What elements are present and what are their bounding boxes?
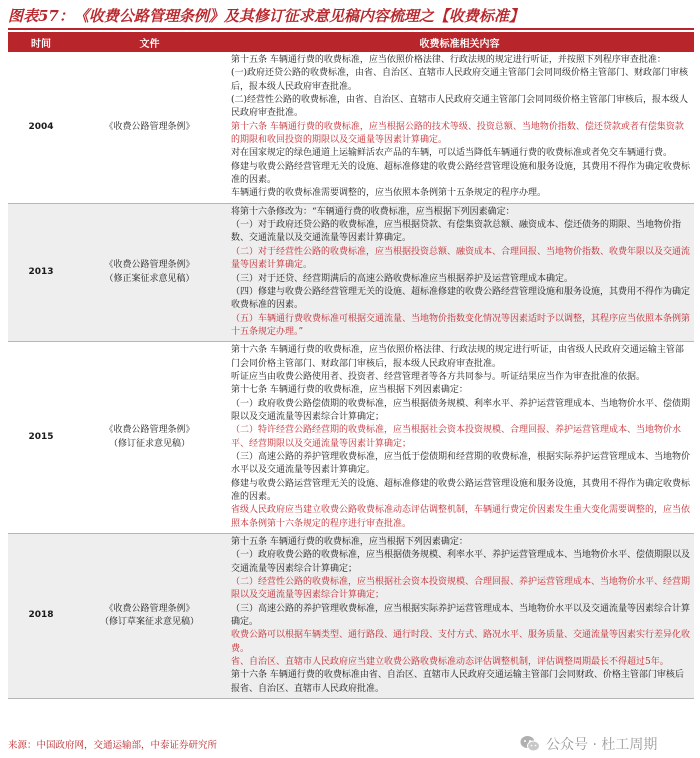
content-paragraph-highlighted: （二）特许经营公路经营期的收费标准，应当根据社会资本投资规模、合理回报、养护运营管理成本、当地物价水平、经营期限以及交通流量等因素计算确定； [231, 425, 682, 449]
watermark [520, 733, 696, 755]
cell-content [225, 534, 694, 699]
table-row [8, 203, 694, 341]
document-name-line: 《收费公路管理条例》 [104, 260, 195, 271]
content-paragraph: 第十七条 车辆通行费的收费标准，应当根据下列因素确定： [231, 385, 468, 396]
table-body [8, 52, 694, 699]
content-paragraph-highlighted: 收费公路可以根据车辆类型、通行路段、通行时段、支付方式、路况水平、服务质量、交通流量等因素实行差异化收费。 [231, 630, 691, 654]
document-name-line: 《收费公路管理条例》 [104, 425, 195, 436]
content-paragraph: 对在国家规定的绿色通道上运输鲜活农产品的车辆，可以适当降低车辆通行费的收费标准或者免交车辆通行费。 [231, 148, 673, 159]
content-paragraph: 修建与收费公路运营管理无关的设施、超标准修建的收费公路运营管理设施和服务设施，其费用不得作为确定收费标准的因素。 [231, 478, 691, 502]
content-paragraph: （三）高速公路的养护管理收费标准，应当根据实际养护运营管理成本、当地物价水平以及交通流量等因素综合计算确定。 [231, 603, 691, 628]
table-row [8, 52, 694, 203]
watermark-text: 公众号 · 杜工周期 [546, 737, 658, 753]
content-paragraph-highlighted: （二）对于经营性公路的收费标准，应当根据投资总额、融资成本、合理回报、当地物价指数、收费年限以及交通流量等因素计算确定。 [231, 246, 691, 271]
content-paragraph: (二)经营性公路的收费标准，由省、自治区、直辖市人民政府交通主管部门会同同级价格主管部门审核后，报本级人民政府审查批准。 [231, 95, 689, 119]
content-paragraph: 第十六条 车辆通行费的收费标准由省、自治区、直辖市人民政府交通运输主管部门会同财政、价格主管部门审核后报省、自治区、直辖市人民政府批准。 [231, 670, 684, 694]
document-name-line: 《收费公路管理条例》 [104, 603, 195, 614]
document-name-line: （修订征求意见稿） [108, 438, 190, 449]
content-paragraph-highlighted: （二）经营性公路的收费标准，应当根据社会资本投资规模、合理回报、养护运营管理成本、当地物价水平、经营期限以及交通流量等因素综合计算确定； [231, 577, 691, 601]
header-content: 收费标准相关内容 [225, 32, 694, 52]
document-name-line: （修订草案征求意见稿） [99, 617, 199, 628]
content-paragraph-highlighted: （五）车辆通行费收费标准可根据交通流量、当地物价指数变化情况等因素适时予以调整，其程序应当依照本条例第十五条规定办理。” [231, 313, 691, 337]
header-document: 文件 [74, 32, 225, 52]
source-note: 来源：中国政府网，交通运输部，中泰证券研究所 [8, 740, 218, 751]
cell-document [74, 342, 225, 534]
content-paragraph: （四）修建与收费公路经营管理无关的设施、超标准修建的收费公路经营管理设施和服务设施，其费用不得作为确定收费标准的因素。 [231, 286, 691, 311]
cell-year: 2018 [8, 534, 74, 699]
cell-document [74, 203, 225, 341]
content-paragraph: 第十五条 车辆通行费的收费标准，应当根据下列因素确定： [231, 537, 468, 548]
table-row [8, 342, 694, 534]
content-paragraph-highlighted: 第十六条 车辆通行费的收费标准，应当根据公路的技术等级、投资总额、当地物价指数、偿还贷款或者有偿集资款的期限和收回投资的期限以及交通量等因素计算确定。 [231, 121, 684, 146]
figure-title [8, 4, 694, 30]
figure-title-main: 《收费公路管理条例》及其修订征求意见稿内容梳理之【收费标准】 [73, 7, 524, 25]
content-paragraph: 将第十六条修改为：“车辆通行费的收费标准，应当根据下列因素确定： [231, 206, 515, 217]
content-paragraph: （一）政府收费公路偿债期的收费标准，应当根据债务规模、利率水平、养护运营管理成本、当地物价水平、偿债期限以及交通流量等因素综合计算确定； [231, 398, 691, 422]
figure-title-prefix: 图表57： [8, 7, 74, 25]
content-paragraph: (一)政府还贷公路的收费标准，由省、自治区、直辖市人民政府交通主管部门会同同级价格主管部门、财政部门审核后，报本级人民政府审查批准。 [231, 68, 689, 92]
content-paragraph: 修建与收费公路经营管理无关的设施、超标准修建的收费公路经营管理设施和服务设施，其费用不得作为确定收费标准的因素。 [231, 161, 691, 186]
cell-year: 2013 [8, 203, 74, 341]
content-paragraph: 听证应当由收费公路使用者、投资者、经营管理者等各方共同参与。听证结果应当作为审查批准的依据。 [231, 371, 646, 382]
content-paragraph: （三）对于还贷、经营期满后的高速公路收费标准应当根据养护及运营管理成本确定。 [231, 273, 574, 284]
cell-content [225, 342, 694, 534]
fee-standard-table [8, 32, 694, 699]
cell-document [74, 52, 225, 203]
content-paragraph: 第十五条 车辆通行费的收费标准，应当依照价格法律、行政法规的规定进行听证，并按照下列程序审查批准： [231, 55, 666, 65]
document-name-line: （修正案征求意见稿） [104, 273, 195, 284]
document-name-line: 《收费公路管理条例》 [104, 121, 195, 132]
cell-content [225, 52, 694, 203]
content-paragraph: 车辆通行费的收费标准需要调整的，应当依照本条例第十五条规定的程序办理。 [231, 188, 547, 199]
cell-document [74, 534, 225, 699]
cell-content [225, 203, 694, 341]
content-paragraph-highlighted: 省级人民政府应当建立收费公路收费标准动态评估调整机制，车辆通行费定价因素发生重大变化需要调整的，应当依照本条例第十六条规定的程序进行审查批准。 [231, 505, 691, 529]
content-paragraph: （一）对于政府还贷公路的收费标准，应当根据贷款、有偿集资款总额、融资成本、偿还债务的期限、当地物价指数、交通流量以及交通流量等因素计算确定。 [231, 220, 682, 244]
cell-year: 2015 [8, 342, 74, 534]
content-paragraph: （一）政府收费公路的收费标准，应当根据债务规模、利率水平、养护运营管理成本、当地物价水平、偿债期限以及交通流量等因素综合计算确定； [231, 550, 691, 574]
table-header-row [8, 32, 694, 52]
header-time: 时间 [8, 32, 74, 52]
content-paragraph: （三）高速公路的养护管理收费标准，应当低于偿债期和经营期的收费标准，根据实际养护运营管理成本、当地物价水平以及交通流量等因素计算确定。 [231, 451, 691, 476]
content-paragraph: 第十六条 车辆通行费的收费标准，应当依照价格法律、行政法规的规定进行听证，由省级人民政府交通运输主管部门会同价格主管部门、财政部门审核后，报本级人民政府审查批准。 [231, 345, 684, 369]
cell-year: 2004 [8, 52, 74, 203]
wechat-icon [520, 735, 540, 753]
table-row [8, 534, 694, 699]
content-paragraph-highlighted: 省、自治区、直辖市人民政府应当建立收费公路收费标准动态评估调整机制，评估调整周期最长不得超过5年。 [231, 657, 669, 668]
